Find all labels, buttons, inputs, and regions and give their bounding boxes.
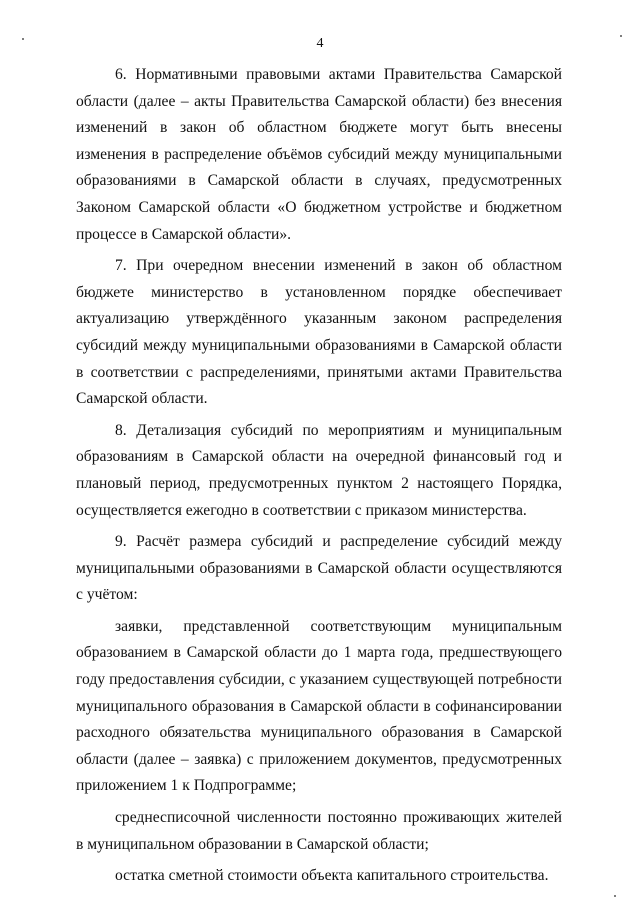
paragraph-8: 8. Детализация субсидий по мероприятиям и муниципальным образованиям в Самарской области на очередной финансовый год и плановый период, предусмотренных пунктом 2 настоящего Порядка, осуществляется ежегодно в соответствии с приказом министерства.	[76, 421, 562, 519]
list-item-application: заявки, представленной соответствующим муниципальным образованием в Самарской области до 1 марта года, предшествующего году предоставления субсидии, с указанием существующей потребности муниципального образования в Самарской области в софинансировании расходного обязательства муниципального образования в Самарской области (далее – заявка) с приложением документов, предусмотренных приложением 1 к Подпрограмме;	[76, 617, 562, 795]
list-item-remaining-cost: остатка сметной стоимости объекта капитального строительства.	[115, 867, 549, 885]
paragraph-7: 7. При очередном внесении изменений в закон об областном бюджете министерство в установленном порядке обеспечивает актуализацию утверждённого указанным законом распределения субсидий между муниципальными образованиями в Самарской области в соответствии с распределениями, принятыми актами Правительства Самарской области.	[76, 257, 562, 408]
paragraph-9: 9. Расчёт размера субсидий и распределение субсидий между муниципальными образованиями в Самарской области осуществляются с учётом:	[76, 533, 562, 604]
scan-speck	[614, 895, 616, 897]
page-number: 4	[316, 36, 324, 51]
list-item-population: среднесписочной численности постоянно проживающих жителей в муниципальном образовании в Самарской области;	[76, 809, 562, 853]
paragraph-6: 6. Нормативными правовыми актами Правительства Самарской области (далее – акты Правительства Самарской области) без внесения изменений в закон об областном бюджете могут быть внесены изменения в распределение объёмов субсидий между муниципальными образованиями в Самарской области в случаях, предусмотренных Законом Самарской области «О бюджетном устройстве и бюджетном процессе в Самарской области».	[76, 66, 562, 243]
document-body	[76, 62, 562, 890]
